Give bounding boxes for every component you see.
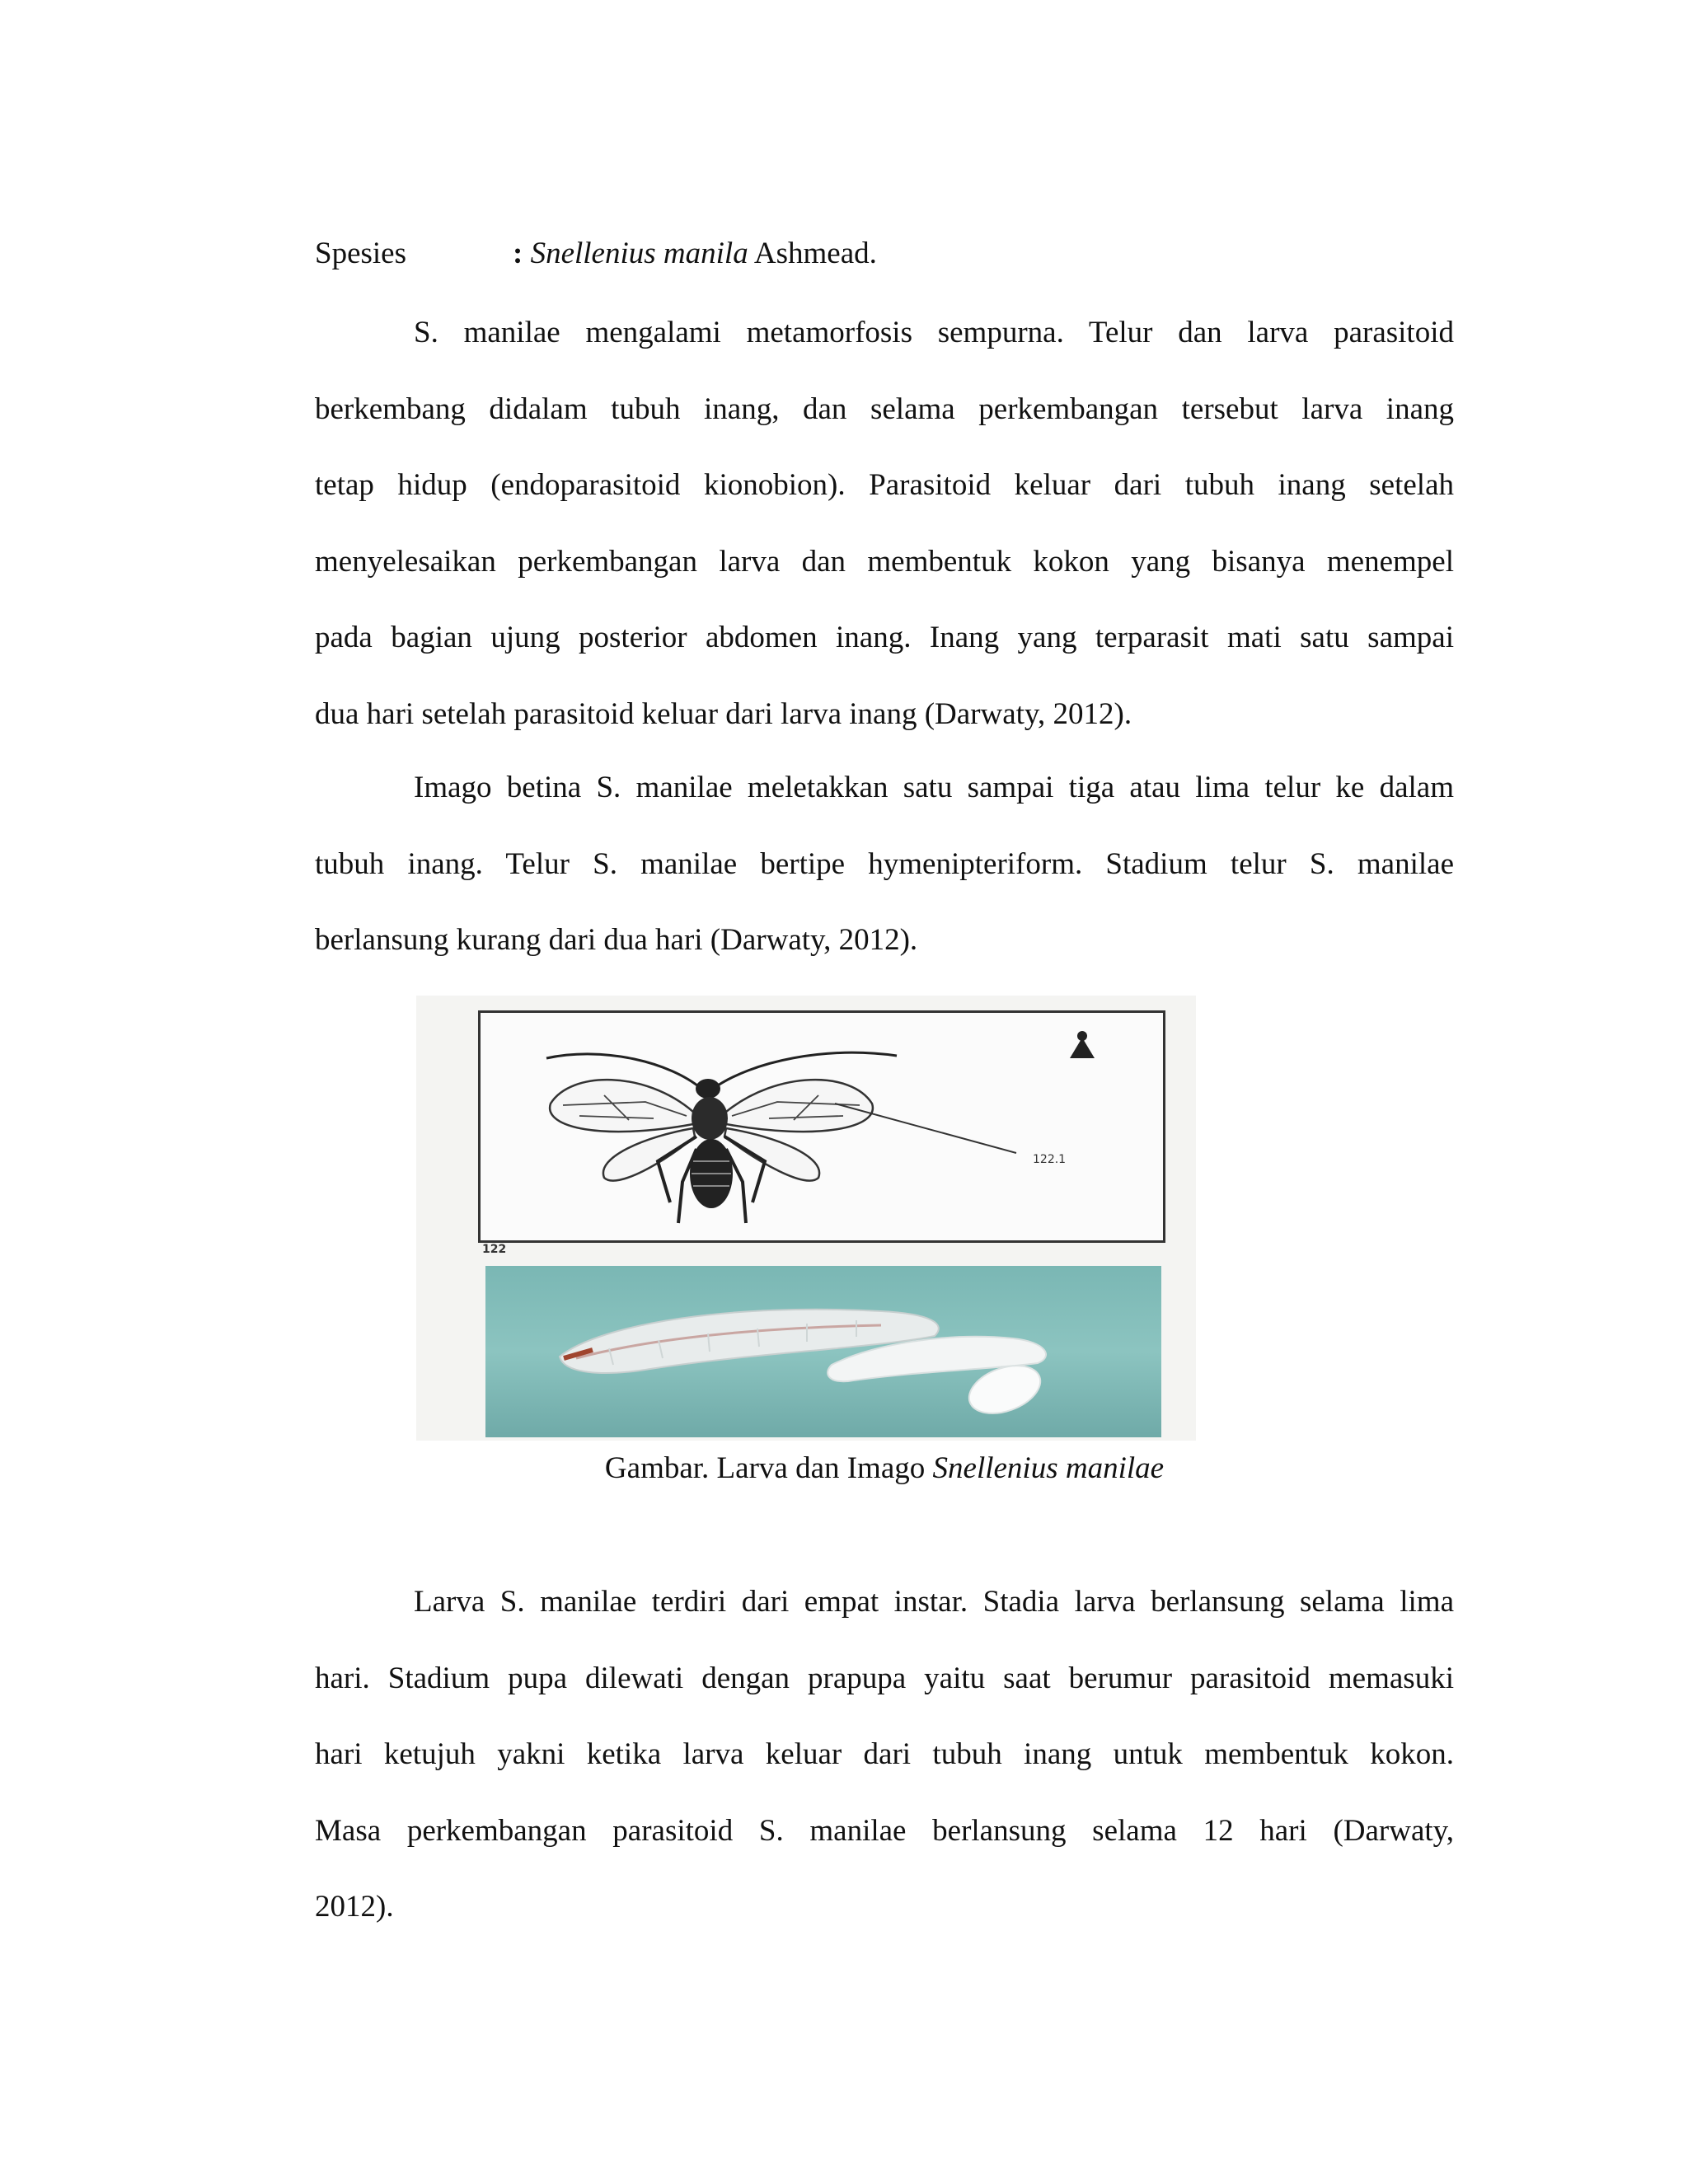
figure-number: 122 [482,1243,507,1256]
species-line [315,232,877,275]
paragraph-line: 2012). [315,1890,394,1924]
paragraph-line: hari ketujuh yakni ketika larva keluar dari tubuh inang untuk membentuk kokon. [315,1737,1454,1771]
figure-label-122-1: 122.1 [1033,1153,1067,1166]
paragraph-line: pada bagian ujung posterior abdomen inang. Inang yang terparasit mati satu sampai [315,621,1454,654]
species-colon: : [513,237,523,270]
caption-prefix: Gambar. Larva dan Imago [604,1451,933,1485]
paragraph-line: dua hari setelah parasitoid keluar dari larva inang (Darwaty, 2012). [315,696,1132,731]
paragraph-line: tetap hidup (endoparasitoid kionobion). Parasitoid keluar dari tubuh inang setelah [315,468,1454,502]
species-author: Ashmead. [748,237,877,270]
paragraph-eggs [315,750,1454,979]
paragraph-line: S. manilae mengalami metamorfosis sempurna. Telur dan larva parasitoid [414,316,1454,349]
figure-caption [315,1447,1454,1490]
paragraph-line: Imago betina S. manilae meletakkan satu sampai tiga atau lima telur ke dalam [414,771,1454,804]
larva-photo [485,1266,1161,1437]
paragraph-line: berkembang didalam tubuh inang, dan selama perkembangan tersebut larva inang [315,391,1454,426]
paragraph-metamorphosis [315,295,1454,752]
species-label: Spesies [315,237,406,270]
paragraph-line: hari. Stadium pupa dilewati dengan prapupa yaitu saat berumur parasitoid memasuki [315,1661,1454,1695]
figure-larva-imago [416,996,1196,1441]
paragraph-line: tubuh inang. Telur S. manilae bertipe hymenipteriform. Stadium telur S. manilae [315,846,1454,881]
imago-drawing-panel [478,1010,1165,1243]
paragraph-line: Masa perkembangan parasitoid S. manilae berlansung selama 12 hari (Darwaty, [315,1813,1454,1848]
species-name: Snellenius manila [530,237,748,270]
paragraph-line: berlansung kurang dari dua hari (Darwaty, 2012). [315,923,918,957]
paragraph-larva-development [315,1564,1454,1946]
larva-illustration [485,1266,1161,1437]
wasp-illustration [481,1013,1163,1240]
paragraph-line: Larva S. manilae terdiri dari empat instar. Stadia larva berlansung selama lima [414,1585,1454,1619]
caption-species: Snellenius manilae [932,1451,1165,1485]
paragraph-line: menyelesaikan perkembangan larva dan membentuk kokon yang bisanya menempel [315,544,1454,579]
